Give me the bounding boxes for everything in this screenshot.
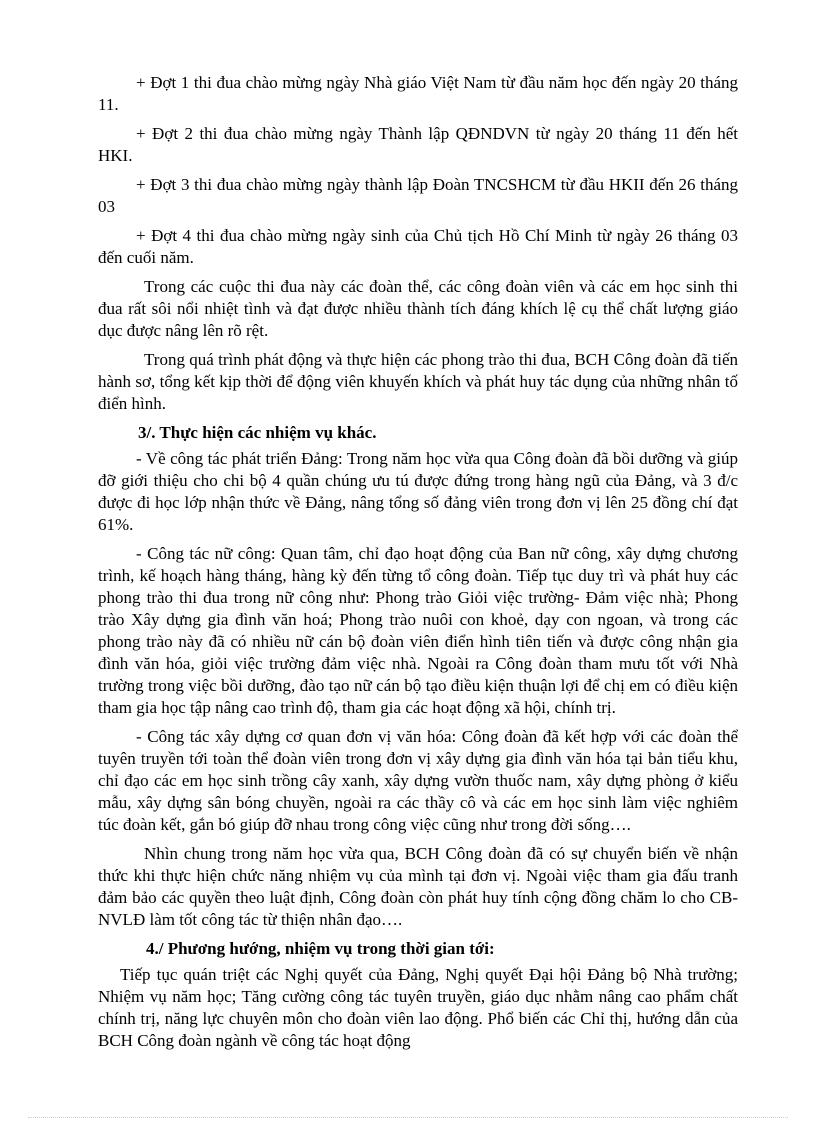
paragraph-overall-assessment: Nhìn chung trong năm học vừa qua, BCH Công đoàn đã có sự chuyển biến về nhận thức khi thực hiện chức năng nhiệm vụ của mình tại đơn vị. Ngoài việc tham gia đấu tranh đảm bảo các quyền theo luật định, Công đoàn còn phát huy tính cộng đồng chăm lo cho CB-NVLĐ làm tốt công tác từ thiện nhân đạo…. — [98, 844, 738, 929]
paragraph-phase-3: + Đợt 3 thi đua chào mừng ngày thành lập Đoàn TNCSHCM từ đầu HKII đến 26 tháng 03 — [98, 175, 738, 216]
paragraph-phase-4: + Đợt 4 thi đua chào mừng ngày sinh của Chủ tịch Hồ Chí Minh từ ngày 26 tháng 03 đến cuối năm. — [98, 226, 738, 267]
paragraph-competition-results: Trong các cuộc thi đua này các đoàn thể, các công đoàn viên và các em học sinh thi đua rất sôi nổi nhiệt tình và đạt được nhiều thành tích đáng khích lệ cụ thể chất lượng giáo dục được nâng lên rõ rệt. — [98, 277, 738, 340]
paragraph-review-summary: Trong quá trình phát động và thực hiện các phong trào thi đua, BCH Công đoàn đã tiến hành sơ, tổng kết kịp thời để động viên khuyến khích và phát huy tác dụng của những nhân tố điển hình. — [98, 350, 738, 413]
paragraph-future-directions: Tiếp tục quán triệt các Nghị quyết của Đảng, Nghị quyết Đại hội Đảng bộ Nhà trường; Nhiệm vụ năm học; Tăng cường công tác tuyên truyền, giáo dục nhằm nâng cao phẩm chất chính trị, năng lực chuyên môn cho đoàn viên lao động. Phổ biến các Chỉ thị, hướng dẫn của BCH Công đoàn ngành về công tác hoạt động — [98, 965, 738, 1050]
paragraph-phase-2: + Đợt 2 thi đua chào mừng ngày Thành lập QĐNDVN từ ngày 20 tháng 11 đến hết HKI. — [98, 124, 738, 165]
section-heading-3: 3/. Thực hiện các nhiệm vụ khác. — [138, 423, 377, 442]
section-heading-4: 4./ Phương hướng, nhiệm vụ trong thời gian tới: — [146, 939, 495, 958]
paragraph-cultural-unit: - Công tác xây dựng cơ quan đơn vị văn hóa: Công đoàn đã kết hợp với các đoàn thể tuyên truyền tới toàn thể đoàn viên trong đơn vị xây dựng gia đình văn hóa tại bản tiểu khu, chỉ đạo các em học sinh trồng cây xanh, xây dựng vườn thuốc nam, xây dựng phòng ở kiểu mẫu, xây dựng sân bóng chuyền, ngoài ra các thầy cô và các em học sinh làm việc nghiêm túc đoàn kết, gắn bó giúp đỡ nhau trong công việc cũng như trong đời sống…. — [98, 727, 738, 834]
paragraph-phase-1: + Đợt 1 thi đua chào mừng ngày Nhà giáo Việt Nam từ đầu năm học đến ngày 20 tháng 11. — [98, 73, 738, 114]
paragraph-party-development: - Về công tác phát triển Đảng: Trong năm học vừa qua Công đoàn đã bồi dưỡng và giúp đỡ giới thiệu cho chi bộ 4 quần chúng ưu tú được đứng trong hàng ngũ của Đảng, và 3 đ/c được đi học lớp nhận thức về Đảng, nâng tổng số đảng viên trong đơn vị lên 25 đồng chí đạt 61%. — [98, 449, 738, 534]
paragraph-women-affairs: - Công tác nữ công: Quan tâm, chỉ đạo hoạt động của Ban nữ công, xây dựng chương trình, kế hoạch hàng tháng, hàng kỳ đến từng tổ công đoàn. Tiếp tục duy trì và phát huy các phong trào thi đua trong nữ công như: Phong trào Giỏi việc trường- Đảm việc nhà; Phong trào Xây dựng gia đình văn hoá; Phong trào nuôi con khoẻ, dạy con ngoan, và trong các phong trào này đã có nhiều nữ cán bộ đoàn viên điển hình tiên tiến và được công nhận gia đình văn hóa, giỏi việc trường đảm việc nhà. Ngoài ra Công đoàn tham mưu tốt với Nhà trường trong việc bồi dưỡng, đào tạo nữ cán bộ tạo điều kiện thuận lợi để chị em có điều kiện tham gia học tập nâng cao trình độ, tham gia các hoạt động xã hội, chính trị. — [98, 544, 738, 717]
page-bottom-divider — [28, 1117, 788, 1118]
